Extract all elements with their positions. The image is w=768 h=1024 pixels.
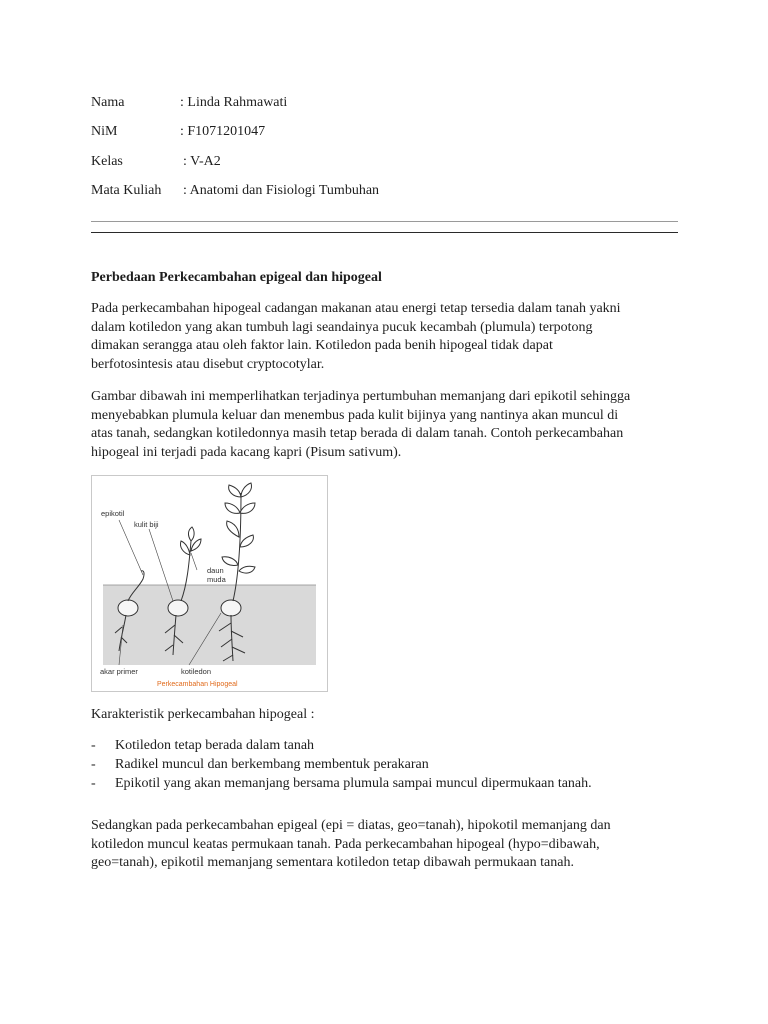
header-divider-thick — [91, 232, 678, 233]
paragraph-epigeal-comparison — [91, 817, 681, 873]
course-label: Mata Kuliah — [91, 183, 162, 198]
label-muda: muda — [207, 575, 226, 584]
paragraph-line: berfotosintesis atau disebut cryptocotylar. — [91, 357, 325, 373]
name-value: : Linda Rahmawati — [180, 95, 288, 110]
nim-label: NiM — [91, 124, 118, 139]
list-item-text: Kotiledon tetap berada dalam tanah — [115, 738, 315, 753]
paragraph-line: atas tanah, sedangkan kotiledonnya masih tetap berada di dalam tanah. Contoh perkecambahan — [91, 426, 624, 442]
hypogeal-germination-figure — [91, 475, 328, 692]
paragraph-figure-description — [91, 388, 681, 463]
label-kotiledon: kotiledon — [181, 667, 212, 676]
class-value: : V-A2 — [183, 154, 221, 169]
list-item-text: Radikel muncul dan berkembang membentuk perakaran — [115, 757, 429, 772]
paragraph-line: dimakan serangga atau oleh faktor lain. Kotiledon pada benih hipogeal tidak dapat — [91, 338, 553, 354]
list-bullet: - — [91, 757, 96, 772]
paragraph-line: hipogeal ini terjadi pada kacang kapri (Pisum sativum). — [91, 445, 402, 461]
label-kulit-biji: kulit biji — [134, 520, 159, 529]
paragraph-line: kotiledon muncul keatas permukaan tanah. Pada perkecambahan hipogeal (hypo=dibawah, — [91, 836, 600, 852]
nim-value: : F1071201047 — [180, 124, 266, 139]
label-daun: daun — [207, 566, 224, 575]
paragraph-line: dalam kotiledon yang akan tumbuh lagi seandainya pucuk kecambah (plumula) terpotong — [91, 319, 593, 335]
paragraph-line: Gambar dibawah ini memperlihatkan terjadinya pertumbuhan memanjang dari epikotil sehingga — [91, 389, 631, 404]
list-item-text: Epikotil yang akan memanjang bersama plumula sampai muncul dipermukaan tanah. — [115, 776, 592, 791]
germination-illustration — [91, 475, 328, 692]
label-akar-primer: akar primer — [100, 667, 138, 676]
paragraph-line: Pada perkecambahan hipogeal cadangan makanan atau energi tetap tersedia dalam tanah yakni — [91, 301, 621, 316]
section-heading: Perbedaan Perkecambahan epigeal dan hipogeal — [91, 270, 382, 285]
list-bullet: - — [91, 776, 96, 791]
course-value: : Anatomi dan Fisiologi Tumbuhan — [183, 183, 380, 198]
name-label: Nama — [91, 95, 125, 110]
paragraph-line: menyebabkan plumula keluar dan menembus pada kulit bijinya yang nantinya akan muncul di — [91, 407, 619, 423]
paragraph-line: Sedangkan pada perkecambahan epigeal (epi = diatas, geo=tanah), hipokotil memanjang dan — [91, 818, 611, 833]
paragraph-line: geo=tanah), epikotil memanjang sementara kotiledon tetap dibawah permukaan tanah. — [91, 855, 574, 871]
label-epikotil: epikotil — [101, 509, 125, 518]
soil-area — [103, 585, 316, 665]
class-label: Kelas — [91, 154, 123, 169]
list-bullet: - — [91, 738, 96, 753]
header-divider-thin — [91, 221, 678, 222]
paragraph-hypogeal-intro — [91, 300, 681, 375]
figure-caption: Perkecambahan Hipogeal — [157, 681, 238, 688]
characteristics-title: Karakteristik perkecambahan hipogeal : — [91, 707, 315, 722]
